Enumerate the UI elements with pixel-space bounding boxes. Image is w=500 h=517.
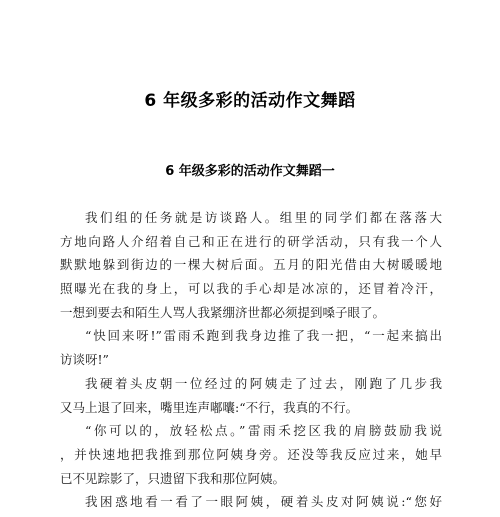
- text-line: 我困惑地看一看了一眼阿姨，硬着头皮对阿姨说:“您好: [85, 494, 442, 510]
- text-line: 照曝光在我的身上，可以我的手心却是冰凉的，还冒着冷汗，: [60, 281, 442, 297]
- text-line: 已不见踪影了，只遗留下我和那位阿姨。: [60, 470, 286, 486]
- text-line: “快回来呀!”雷雨禾跑到我身边推了我一把，“一起来搞出: [85, 328, 442, 344]
- text-line: 一想到要去和陌生人骂人我紧绷济世都必须提到嗓子眼了。: [60, 304, 386, 320]
- text-line: ，并快速地把我推到那位阿姨身旁。还没等我反应过来，她早: [60, 446, 442, 462]
- text-line: “你可以的，放轻松点。”雷雨禾挖区我的肩膀鼓励我说: [85, 423, 442, 439]
- text-line: 又马上退了回来，嘴里连声嘟囔:“不行，我真的不行。: [60, 399, 359, 415]
- document-title: 6 年级多彩的活动作文舞蹈: [144, 91, 356, 111]
- text-line: 默默地躲到街边的一棵大树后面。五月的阳光借由大树暖暖地: [60, 257, 442, 273]
- text-line: 方地向路人介绍着自己和正在进行的研学活动，只有我一个人: [60, 233, 442, 249]
- body-text: [60, 206, 442, 514]
- text-line: 访谈呀!”: [60, 352, 109, 368]
- text-line: 我硬着头皮朝一位经过的阿姨走了过去，刚跑了几步我: [85, 375, 442, 391]
- section-title: 6 年级多彩的活动作文舞蹈一: [165, 164, 335, 179]
- text-line: 我们组的任务就是访谈路人。组里的同学们都在落落大: [85, 210, 442, 225]
